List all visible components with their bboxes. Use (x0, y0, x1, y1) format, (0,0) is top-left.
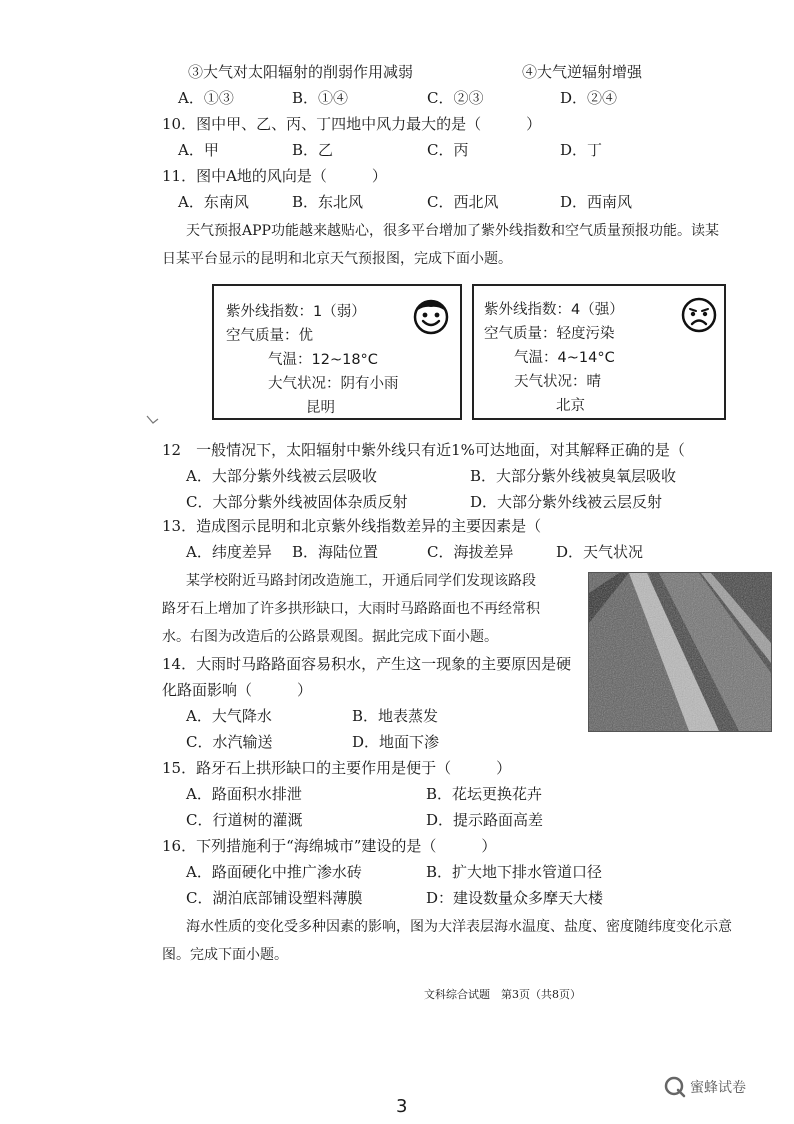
q14-stem-line-2: 化路面影响（ ） (162, 681, 313, 699)
smiling-face-icon (412, 298, 450, 336)
beijing-uv-index: 紫外线指数：4（强） (484, 302, 624, 318)
q13-option-b: B．海陆位置 (292, 543, 379, 561)
road-passage-line-2: 路牙石上增加了许多拱形缺口，大雨时马路路面也不再经常积 (162, 601, 540, 617)
sea-passage-line-2: 图。完成下面小题。 (162, 947, 288, 963)
road-passage-line-3: 水。右图为改造后的公路景观图。据此完成下面小题。 (162, 629, 498, 645)
q9-option-b: B．①④ (292, 89, 349, 107)
q11-stem: 11．图中A地的风向是（ ） (162, 167, 387, 185)
kunming-weather-card (212, 284, 462, 420)
beijing-weather-card (472, 284, 726, 420)
q16-option-c: C．湖泊底部铺设塑料薄膜 (186, 889, 363, 907)
kunming-air-quality: 空气质量：优 (226, 328, 313, 344)
q15-option-a: A．路面积水排泄 (186, 785, 302, 803)
beijing-city-label: 北京 (556, 398, 585, 414)
q15-option-b: B．花坛更换花卉 (426, 785, 543, 803)
q13-option-a: A．纬度差异 (186, 543, 272, 561)
q14-option-c: C．水汽输送 (186, 733, 273, 751)
q14-option-d: D．地面下渗 (352, 733, 440, 751)
road-passage-line-1: 某学校附近马路封闭改造施工，开通后同学们发现该路段 (186, 573, 536, 589)
weather-passage-line-2: 日某平台显示的昆明和北京天气预报图，完成下面小题。 (162, 251, 512, 267)
q14-option-a: A．大气降水 (186, 707, 272, 725)
q10-option-c: C．丙 (427, 141, 469, 159)
q12-option-d: D．大部分紫外线被云层反射 (470, 493, 663, 511)
page-number: 3 (396, 1096, 408, 1117)
kunming-conditions: 大气状况：阴有小雨 (268, 376, 399, 392)
page-footer: 文科综合试题 第3页（共8页） (424, 988, 581, 1001)
q16-stem: 16．下列措施利于“海绵城市”建设的是（ ） (162, 837, 497, 855)
watermark-text: 蜜蜂试卷 (690, 1080, 746, 1096)
q15-option-d: D．提示路面高差 (426, 811, 544, 829)
beijing-air-quality: 空气质量：轻度污染 (484, 326, 615, 342)
q9-statement-4: ④大气逆辐射增强 (522, 63, 643, 81)
q15-stem: 15．路牙石上拱形缺口的主要作用是便于（ ） (162, 759, 512, 777)
watermark (664, 1076, 746, 1098)
q13-option-c: C．海拔差异 (427, 543, 514, 561)
road-photo-image (589, 573, 771, 731)
kunming-uv-index: 紫外线指数：1（弱） (226, 304, 366, 320)
q12-option-c: C．大部分紫外线被固体杂质反射 (186, 493, 408, 511)
weather-passage-line-1: 天气预报APP功能越来越贴心，很多平台增加了紫外线指数和空气质量预报功能。读某 (186, 223, 719, 239)
q16-option-b: B．扩大地下排水管道口径 (426, 863, 603, 881)
kunming-temperature: 气温：12~18°C (268, 352, 378, 368)
q11-option-c: C．西北风 (427, 193, 499, 211)
q10-option-d: D．丁 (560, 141, 603, 159)
q11-option-a: A．东南风 (178, 193, 249, 211)
q16-option-d: D：建设数量众多摩天大楼 (426, 889, 604, 907)
q11-option-b: B．东北风 (292, 193, 364, 211)
q9-option-c: C．②③ (427, 89, 484, 107)
q12-option-b: B．大部分紫外线被臭氧层吸收 (470, 467, 677, 485)
beijing-conditions: 天气状况：晴 (514, 374, 601, 390)
road-photo (588, 572, 772, 732)
q9-option-d: D．②④ (560, 89, 618, 107)
frowning-face-icon (680, 296, 718, 334)
sea-passage-line-1: 海水性质的变化受多种因素的影响，图为大洋表层海水温度、盐度、密度随纬度变化示意 (186, 919, 732, 935)
q16-option-a: A．路面硬化中推广渗水砖 (186, 863, 362, 881)
q15-option-c: C．行道树的灌溉 (186, 811, 303, 829)
q9-statement-3: ③大气对太阳辐射的削弱作用减弱 (188, 63, 414, 81)
q9-option-a: A．①③ (178, 89, 234, 107)
q14-stem-line-1: 14．大雨时马路路面容易积水，产生这一现象的主要原因是硬 (162, 655, 572, 673)
q14-option-b: B．地表蒸发 (352, 707, 439, 725)
q12-stem: 12 一般情况下，太阳辐射中紫外线只有近1%可达地面，对其解释正确的是（ (162, 441, 685, 459)
q10-stem: 10．图中甲、乙、丙、丁四地中风力最大的是（ ） (162, 115, 542, 133)
watermark-logo-icon (664, 1076, 686, 1098)
q10-option-a: A．甲 (178, 141, 219, 159)
q13-stem: 13．造成图示昆明和北京紫外线指数差异的主要因素是（ (162, 517, 542, 535)
q10-option-b: B．乙 (292, 141, 334, 159)
scan-speck (146, 414, 160, 426)
q13-option-d: D．天气状况 (556, 543, 644, 561)
q12-option-a: A．大部分紫外线被云层吸收 (186, 467, 377, 485)
beijing-temperature: 气温：4~14°C (514, 350, 615, 366)
q11-option-d: D．西南风 (560, 193, 633, 211)
kunming-city-label: 昆明 (306, 400, 335, 416)
